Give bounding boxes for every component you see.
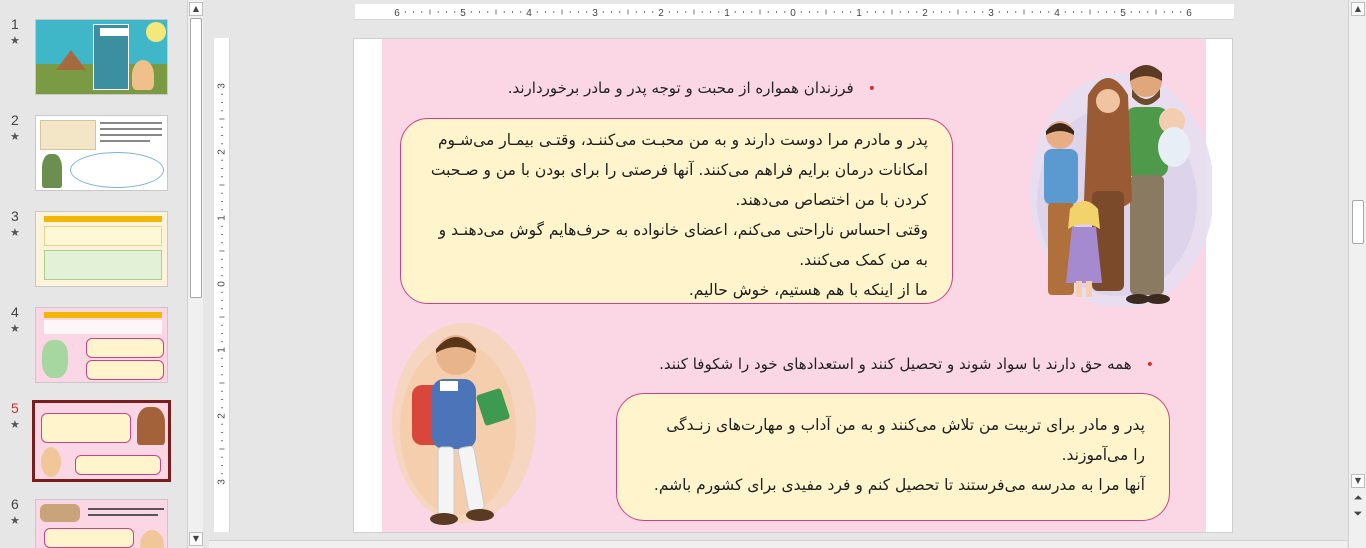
- ruler-label: 4: [526, 8, 532, 19]
- slide-thumbnail-2[interactable]: [35, 115, 168, 191]
- ruler-label: 1: [724, 8, 730, 19]
- callout-1-line: وقتی احساس ناراحتی می‌کنم، اعضای خانواده به حرف‌هایم گوش می‌دهنـد و: [438, 221, 928, 239]
- animation-star-icon: ★: [10, 130, 20, 143]
- slide-number: 5: [11, 400, 19, 416]
- thumbnail-scrollbar[interactable]: [187, 0, 203, 548]
- ruler-ticks: [355, 4, 1234, 20]
- scrollbar-thumb[interactable]: [1352, 200, 1364, 244]
- ruler-label: 3: [216, 479, 228, 485]
- animation-star-icon: ★: [10, 322, 20, 335]
- callout-box-1[interactable]: [400, 118, 953, 304]
- ruler-ticks: [214, 38, 230, 532]
- vertical-ruler[interactable]: [214, 38, 230, 532]
- previous-slide-icon[interactable]: ⏶: [1353, 491, 1363, 504]
- ruler-label: 3: [988, 8, 994, 19]
- slide-number: 3: [11, 208, 19, 224]
- family-illustration[interactable]: [1022, 51, 1212, 306]
- callout-1-line: ما از اینکه با هم هستیم، خوش حالیم.: [688, 281, 928, 299]
- ruler-label: 5: [1120, 8, 1126, 19]
- callout-1-line: کردن با من اختصاص می‌دهند.: [735, 191, 928, 209]
- animation-star-icon: ★: [10, 226, 20, 239]
- main-horizontal-scrollbar[interactable]: [209, 540, 1347, 548]
- ruler-label: 0: [216, 281, 228, 287]
- slide-canvas[interactable]: [353, 38, 1233, 533]
- callout-1-line: امکانات درمان برایم فراهم می‌کنند. آنها فرصتی را برای بودن با من و صـحبت: [430, 161, 928, 179]
- student-boy-illustration[interactable]: [384, 319, 554, 531]
- slide-thumbnail-5-selected[interactable]: [32, 400, 171, 482]
- main-vertical-scrollbar[interactable]: [1348, 0, 1366, 548]
- bullet-point-2[interactable]: [659, 355, 1154, 373]
- ruler-label: 1: [216, 215, 228, 221]
- horizontal-ruler[interactable]: [355, 4, 1234, 20]
- animation-star-icon: ★: [10, 34, 20, 47]
- ruler-label: 2: [658, 8, 664, 19]
- callout-2-line: آنها مرا به مدرسه می‌فرستند تا تحصیل کنم و فرد مفیدی برای کشورم باشم.: [653, 476, 1145, 494]
- callout-1-line: پدر و مادرم مرا دوست دارند و به من محبـت می‌کننـد، وقتـی بیمـار می‌شـوم: [437, 131, 928, 149]
- ruler-label: 5: [460, 8, 466, 19]
- ruler-label: 6: [1186, 8, 1192, 19]
- ruler-label: 6: [394, 8, 400, 19]
- slide-thumbnail-6[interactable]: [35, 499, 168, 548]
- callout-1-line: به من کمک می‌کنند.: [799, 251, 928, 269]
- animation-star-icon: ★: [10, 514, 20, 527]
- scrollbar-thumb[interactable]: [190, 18, 202, 298]
- bullet-icon: •: [1145, 357, 1154, 373]
- ruler-label: 1: [856, 8, 862, 19]
- ruler-label: 2: [922, 8, 928, 19]
- slide-number: 1: [11, 16, 19, 32]
- ruler-label: 2: [216, 149, 228, 155]
- slide-number: 4: [11, 304, 19, 320]
- ruler-label: 4: [1054, 8, 1060, 19]
- ruler-label: 0: [790, 8, 796, 19]
- ruler-label: 2: [216, 413, 228, 419]
- ruler-label: 3: [216, 83, 228, 89]
- bullet-point-1[interactable]: [508, 79, 876, 97]
- slide-thumbnail-1[interactable]: [35, 19, 168, 95]
- callout-box-2[interactable]: [616, 393, 1170, 521]
- next-slide-icon[interactable]: ⏷: [1353, 507, 1363, 520]
- bullet-icon: •: [867, 81, 876, 97]
- slide-thumbnail-3[interactable]: [35, 211, 168, 287]
- animation-star-icon: ★: [10, 418, 20, 431]
- callout-2-line: را می‌آموزند.: [1061, 446, 1145, 464]
- ruler-label: 3: [592, 8, 598, 19]
- bullet-1-text: فرزندان همواره از محبت و توجه پدر و مادر برخوردارند.: [507, 79, 854, 97]
- slides-thumbnail-pane[interactable]: [0, 0, 186, 548]
- ruler-label: 1: [216, 347, 228, 353]
- slide-number: 2: [11, 112, 19, 128]
- scroll-down-arrow-icon[interactable]: ▼: [1351, 474, 1365, 488]
- callout-2-line: پدر و مادر برای تربیت من تلاش می‌کنند و به من آداب و مهارت‌های زنـدگی: [666, 416, 1145, 434]
- scroll-up-arrow-icon[interactable]: ▲: [1351, 2, 1365, 16]
- slide-number: 6: [11, 496, 19, 512]
- scroll-up-arrow-icon[interactable]: ▲: [189, 2, 203, 16]
- slide-thumbnail-4[interactable]: [35, 307, 168, 383]
- scroll-down-arrow-icon[interactable]: ▼: [189, 532, 203, 546]
- bullet-2-text: همه حق دارند با سواد شوند و تحصیل کنند و استعدادهای خود را شکوفا کنند.: [659, 355, 1132, 373]
